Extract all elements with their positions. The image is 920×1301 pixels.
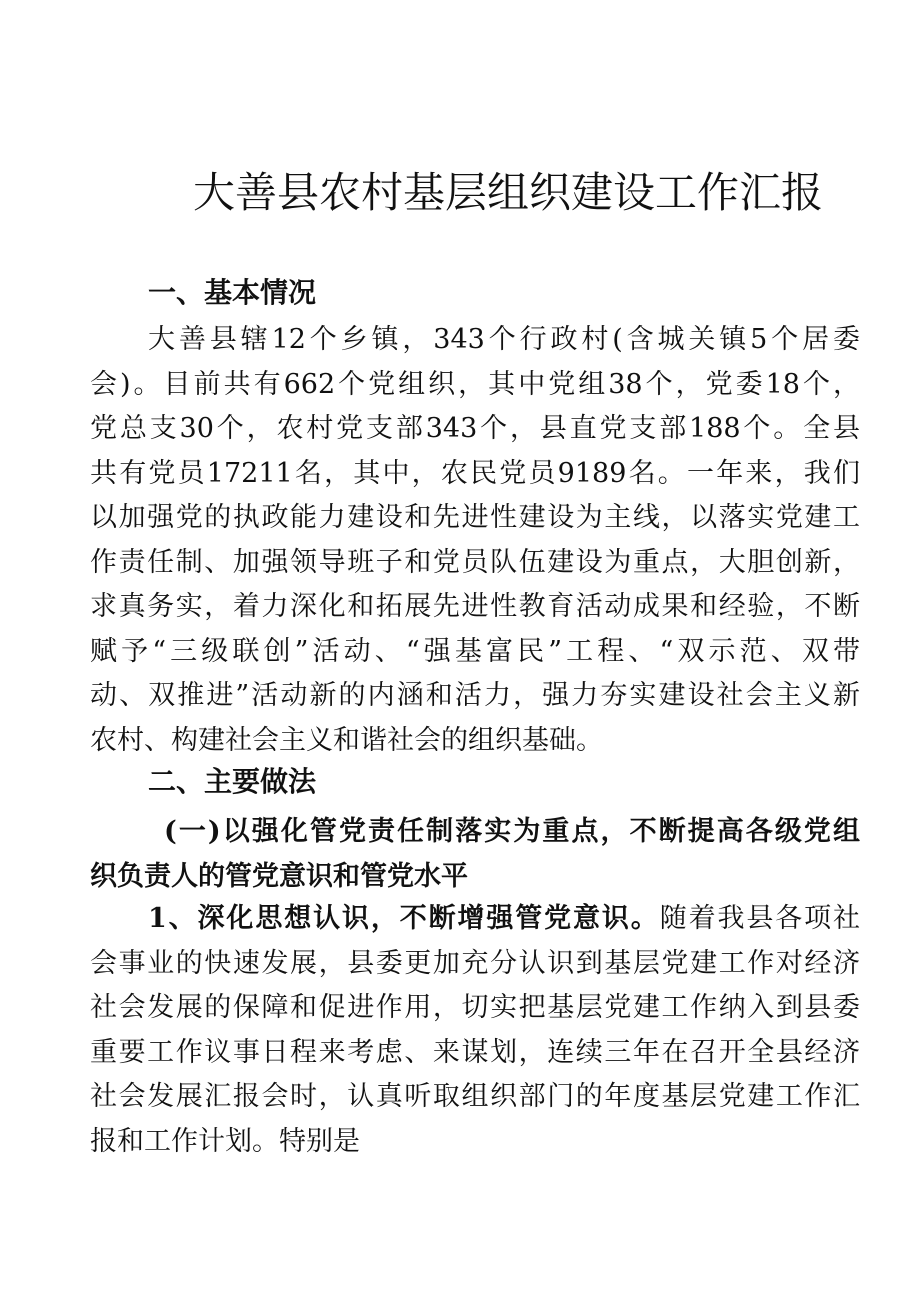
paragraph-line: 会事业的快速发展，县委更加充分认识到基层党建工作对经济 <box>90 947 860 979</box>
paragraph-line: 动、双推进”活动新的内涵和活力，强力夯实建设社会主义新 <box>90 680 860 711</box>
item-1-bold-lead: 1、深化思想认识，不断增强管党意识。 <box>148 903 660 934</box>
paragraph-line: 大善县辖12个乡镇，343个行政村(含城关镇5个居委 <box>148 324 860 355</box>
paragraph-line: 共有党员17211名，其中，农民党员9189名。一年来，我们 <box>90 457 860 489</box>
paragraph-line: 作责任制、加强领导班子和党员队伍建设为重点，大胆创新， <box>90 546 860 578</box>
paragraph-line: 社会发展汇报会时，认真听取组织部门的年度基层党建工作汇 <box>90 1081 860 1112</box>
paragraph-line: 赋予“三级联创”活动、“强基富民”工程、“双示范、双带 <box>90 635 860 667</box>
subsection-heading <box>90 810 860 899</box>
paragraph-line <box>90 897 860 942</box>
section-heading-main-practices: 二、主要做法 <box>148 765 317 798</box>
paragraph-line: 报和工作计划。特别是 <box>90 1125 360 1157</box>
paragraph-line: 党总支30个，农村党支部343个，县直党支部188个。全县 <box>90 413 860 444</box>
subsection-heading-line: (一)以强化管党责任制落实为重点，不断提高各级党组 <box>164 816 860 847</box>
paragraph-basic-situation <box>90 318 860 763</box>
paragraph-line: 求真务实，着力深化和拓展先进性教育活动成果和经验，不断 <box>90 591 860 622</box>
paragraph-line: 重要工作议事日程来考虑、来谋划，连续三年在召开全县经济 <box>90 1036 860 1068</box>
section-heading-basic-situation: 一、基本情况 <box>148 276 317 309</box>
paragraph-line: 以加强党的执政能力建设和先进性建设为主线，以落实党建工 <box>90 502 860 533</box>
paragraph-line: 社会发展的保障和促进作用，切实把基层党建工作纳入到县委 <box>90 992 860 1023</box>
document-title: 大善县农村基层组织建设工作汇报 <box>193 168 824 217</box>
paragraph-line: 会)。目前共有662个党组织，其中党组38个，党委18个， <box>90 368 860 400</box>
paragraph-item-1 <box>90 897 860 1164</box>
subsection-heading-line: 织负责人的管党意识和管党水平 <box>90 860 468 892</box>
item-1-lead-rest: 随着我县各项社 <box>659 903 861 934</box>
paragraph-line: 农村、构建社会主义和谐社会的组织基础。 <box>90 724 603 756</box>
